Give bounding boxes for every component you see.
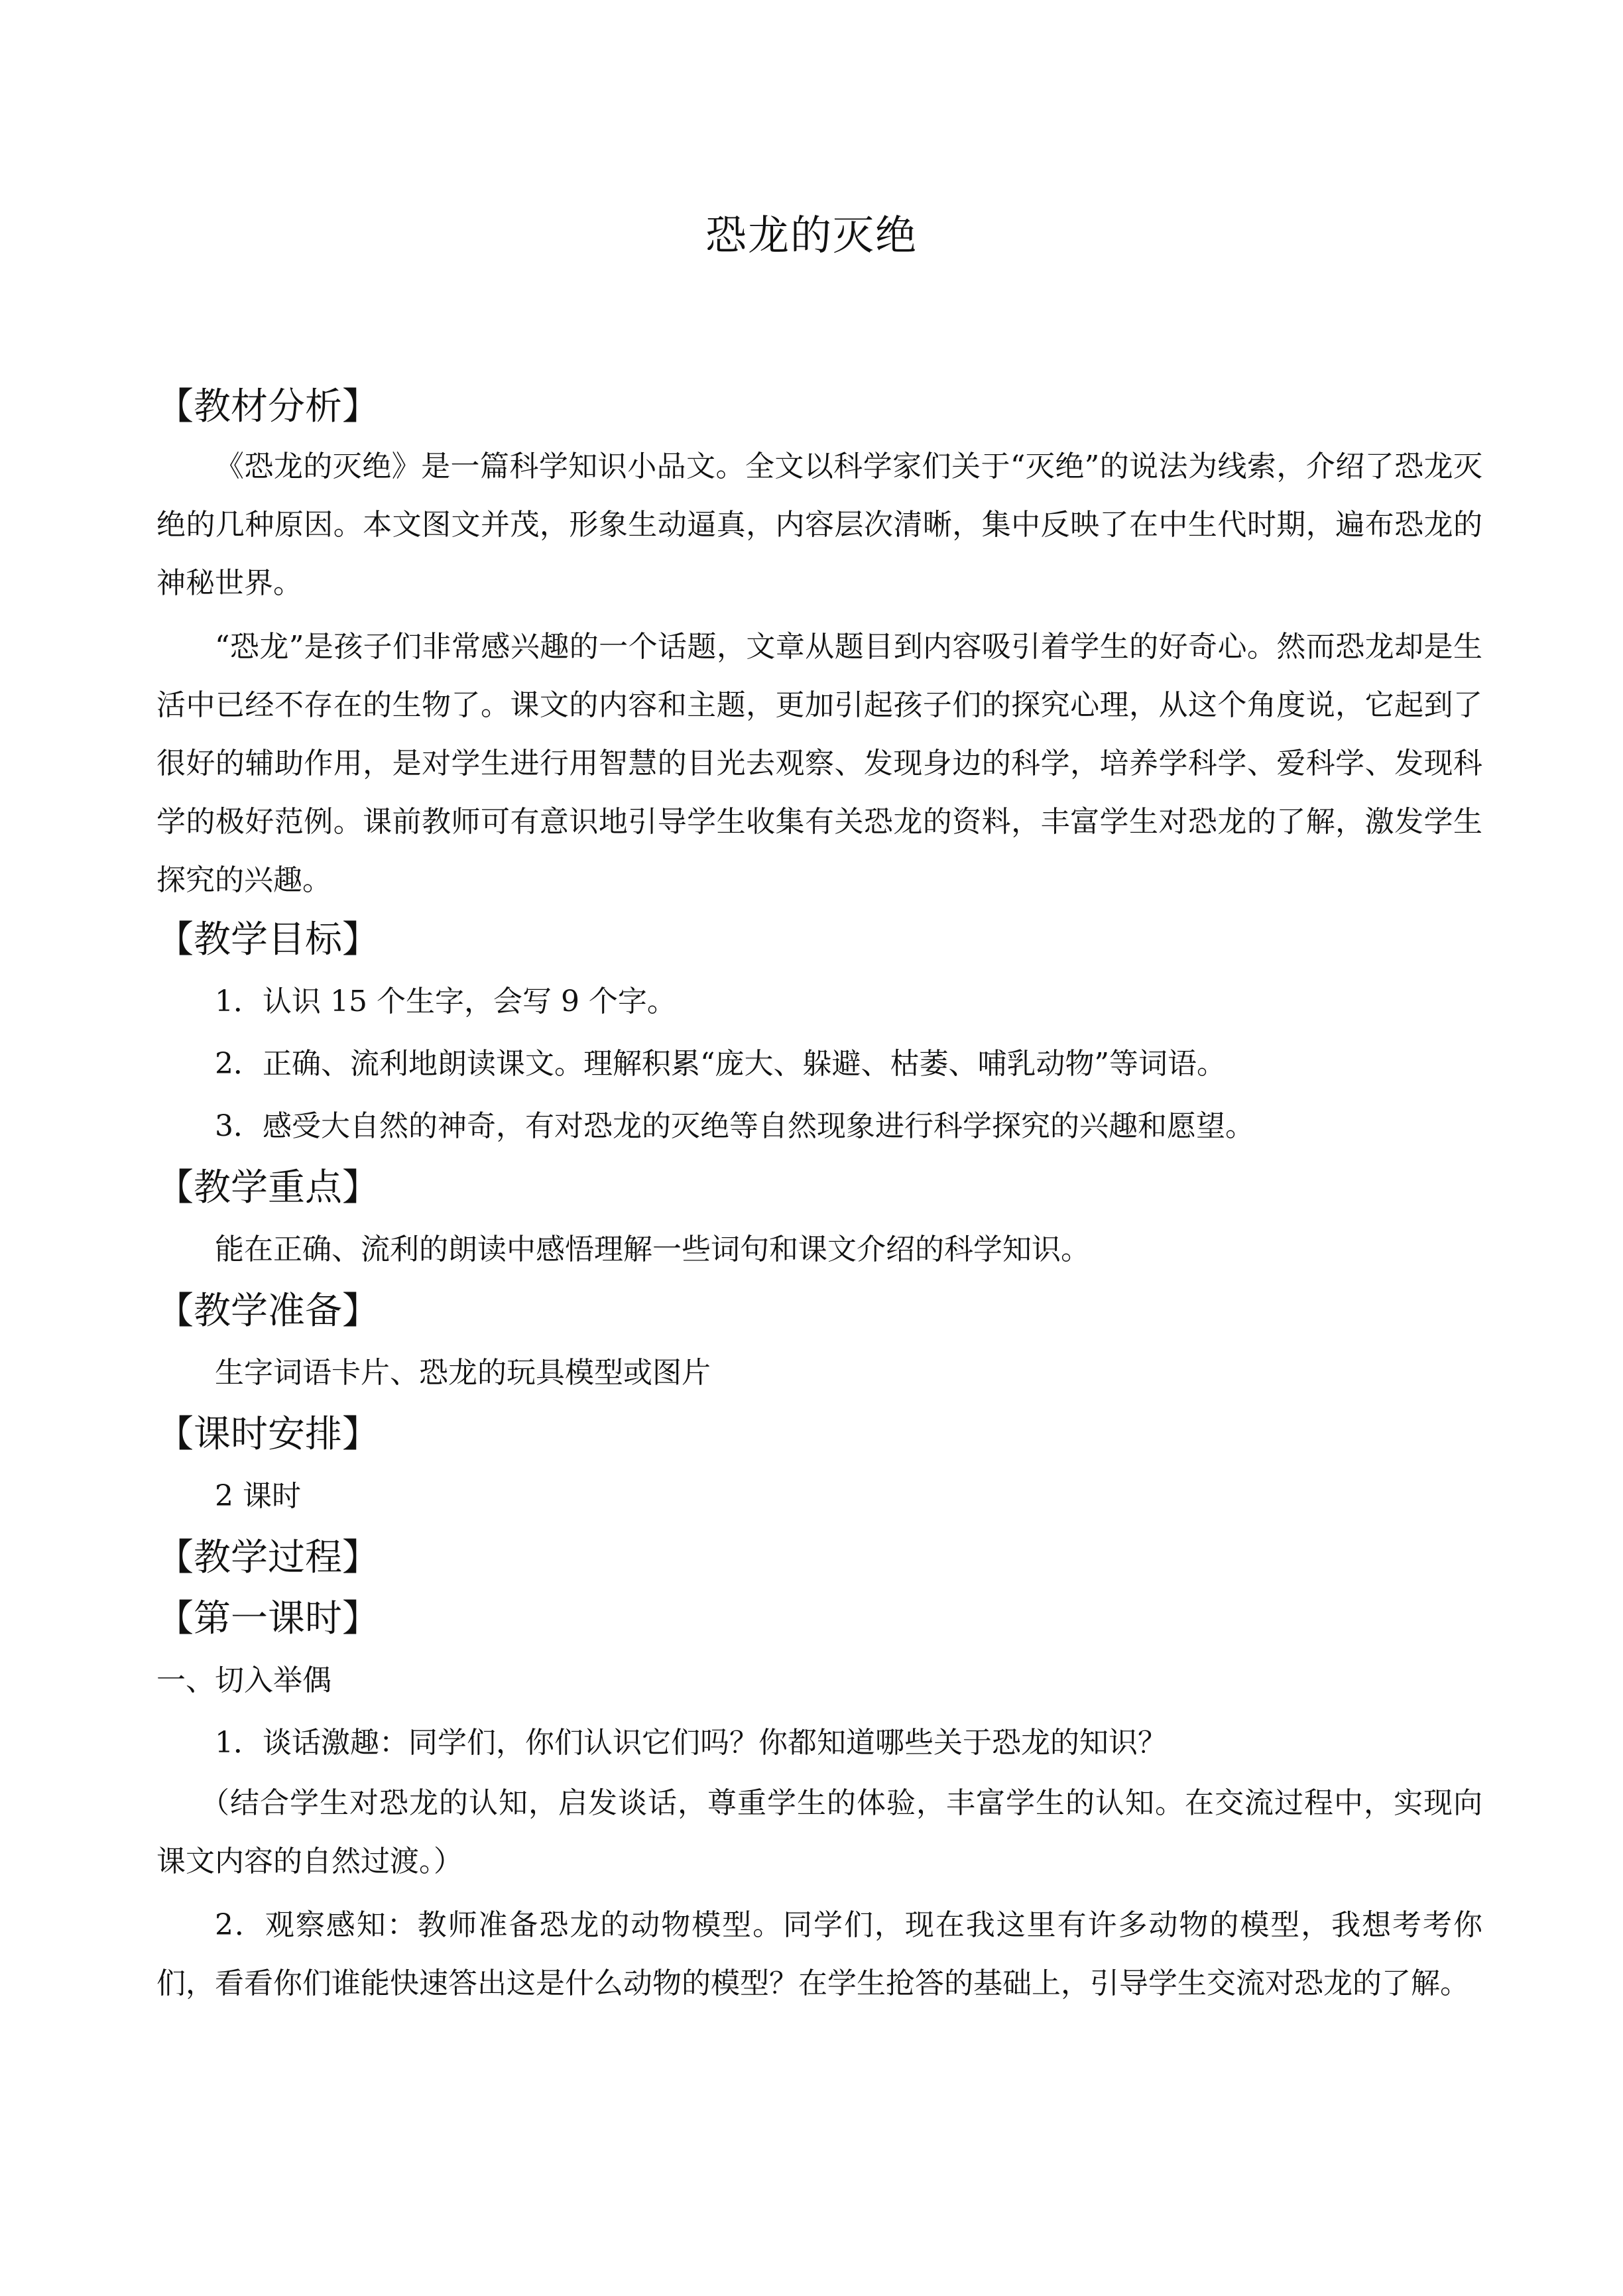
analysis-paragraph-2: “恐龙”是孩子们非常感兴趣的一个话题，文章从题目到内容吸引着学生的好奇心。然而恐龙却是生活中已经不存在的生物了。课文的内容和主题，更加引起孩子们的探究心理，从这个角度说，它起到了很好的辅助作用，是对学生进行用智慧的目光去观察、发现身边的科学，培养学科学、爱科学、发现科学的极好范例。课前教师可有意识地引导学生收集有关恐龙的资料，丰富学生对恐龙的了解，激发学生探究的兴趣。 — [156, 630, 1482, 897]
lesson1-item-2: 2．观察感知：教师准备恐龙的动物模型。同学们，现在我这里有许多动物的模型，我想考考你们，看看你们谁能快速答出这是什么动物的模型？在学生抢答的基础上，引导学生交流对恐龙的了解。 — [156, 1908, 1482, 2000]
document-body — [156, 377, 1482, 2013]
prep-text: 生字词语卡片、恐龙的玩具模型或图片 — [215, 1356, 711, 1390]
focus-text: 能在正确、流利的朗读中感悟理解一些词句和课文介绍的科学知识。 — [215, 1233, 1090, 1266]
goal-item-3: 3．感受大自然的神奇，有对恐龙的灭绝等自然现象进行科学探究的兴趣和愿望。 — [215, 1109, 1254, 1143]
heading-schedule: 【课时安排】 — [156, 1413, 379, 1456]
heading-process: 【教学过程】 — [156, 1536, 379, 1579]
lesson1-note-1: （结合学生对恐龙的认知，启发谈话，尊重学生的体验，丰富学生的认知。在交流过程中，实现向课文内容的自然过渡。） — [156, 1786, 1482, 1878]
heading-prep: 【教学准备】 — [156, 1290, 379, 1333]
analysis-paragraph-1: 《恐龙的灭绝》是一篇科学知识小品文。全文以科学家们关于“灭绝”的说法为线索，介绍了恐龙灭绝的几种原因。本文图文并茂，形象生动逼真，内容层次清晰，集中反映了在中生代时期，遍布恐龙的神秘世界。 — [156, 450, 1482, 600]
goal-item-2: 2．正确、流利地朗读课文。理解积累“庞大、躲避、枯萎、哺乳动物”等词语。 — [215, 1047, 1226, 1081]
heading-lesson1: 【第一课时】 — [156, 1597, 379, 1640]
heading-focus: 【教学重点】 — [156, 1166, 379, 1209]
step1-title: 一、切入举偶 — [156, 1663, 331, 1697]
schedule-text: 2 课时 — [215, 1479, 301, 1513]
lesson1-item-1: 1．谈话激趣：同学们，你们认识它们吗？你都知道哪些关于恐龙的知识？ — [215, 1726, 1167, 1760]
heading-goals: 【教学目标】 — [156, 918, 379, 961]
heading-analysis: 【教材分析】 — [156, 385, 379, 428]
goal-item-1: 1．认识 15 个生字，会写 9 个字。 — [215, 985, 676, 1018]
page-title: 恐龙的灭绝 — [705, 211, 918, 259]
